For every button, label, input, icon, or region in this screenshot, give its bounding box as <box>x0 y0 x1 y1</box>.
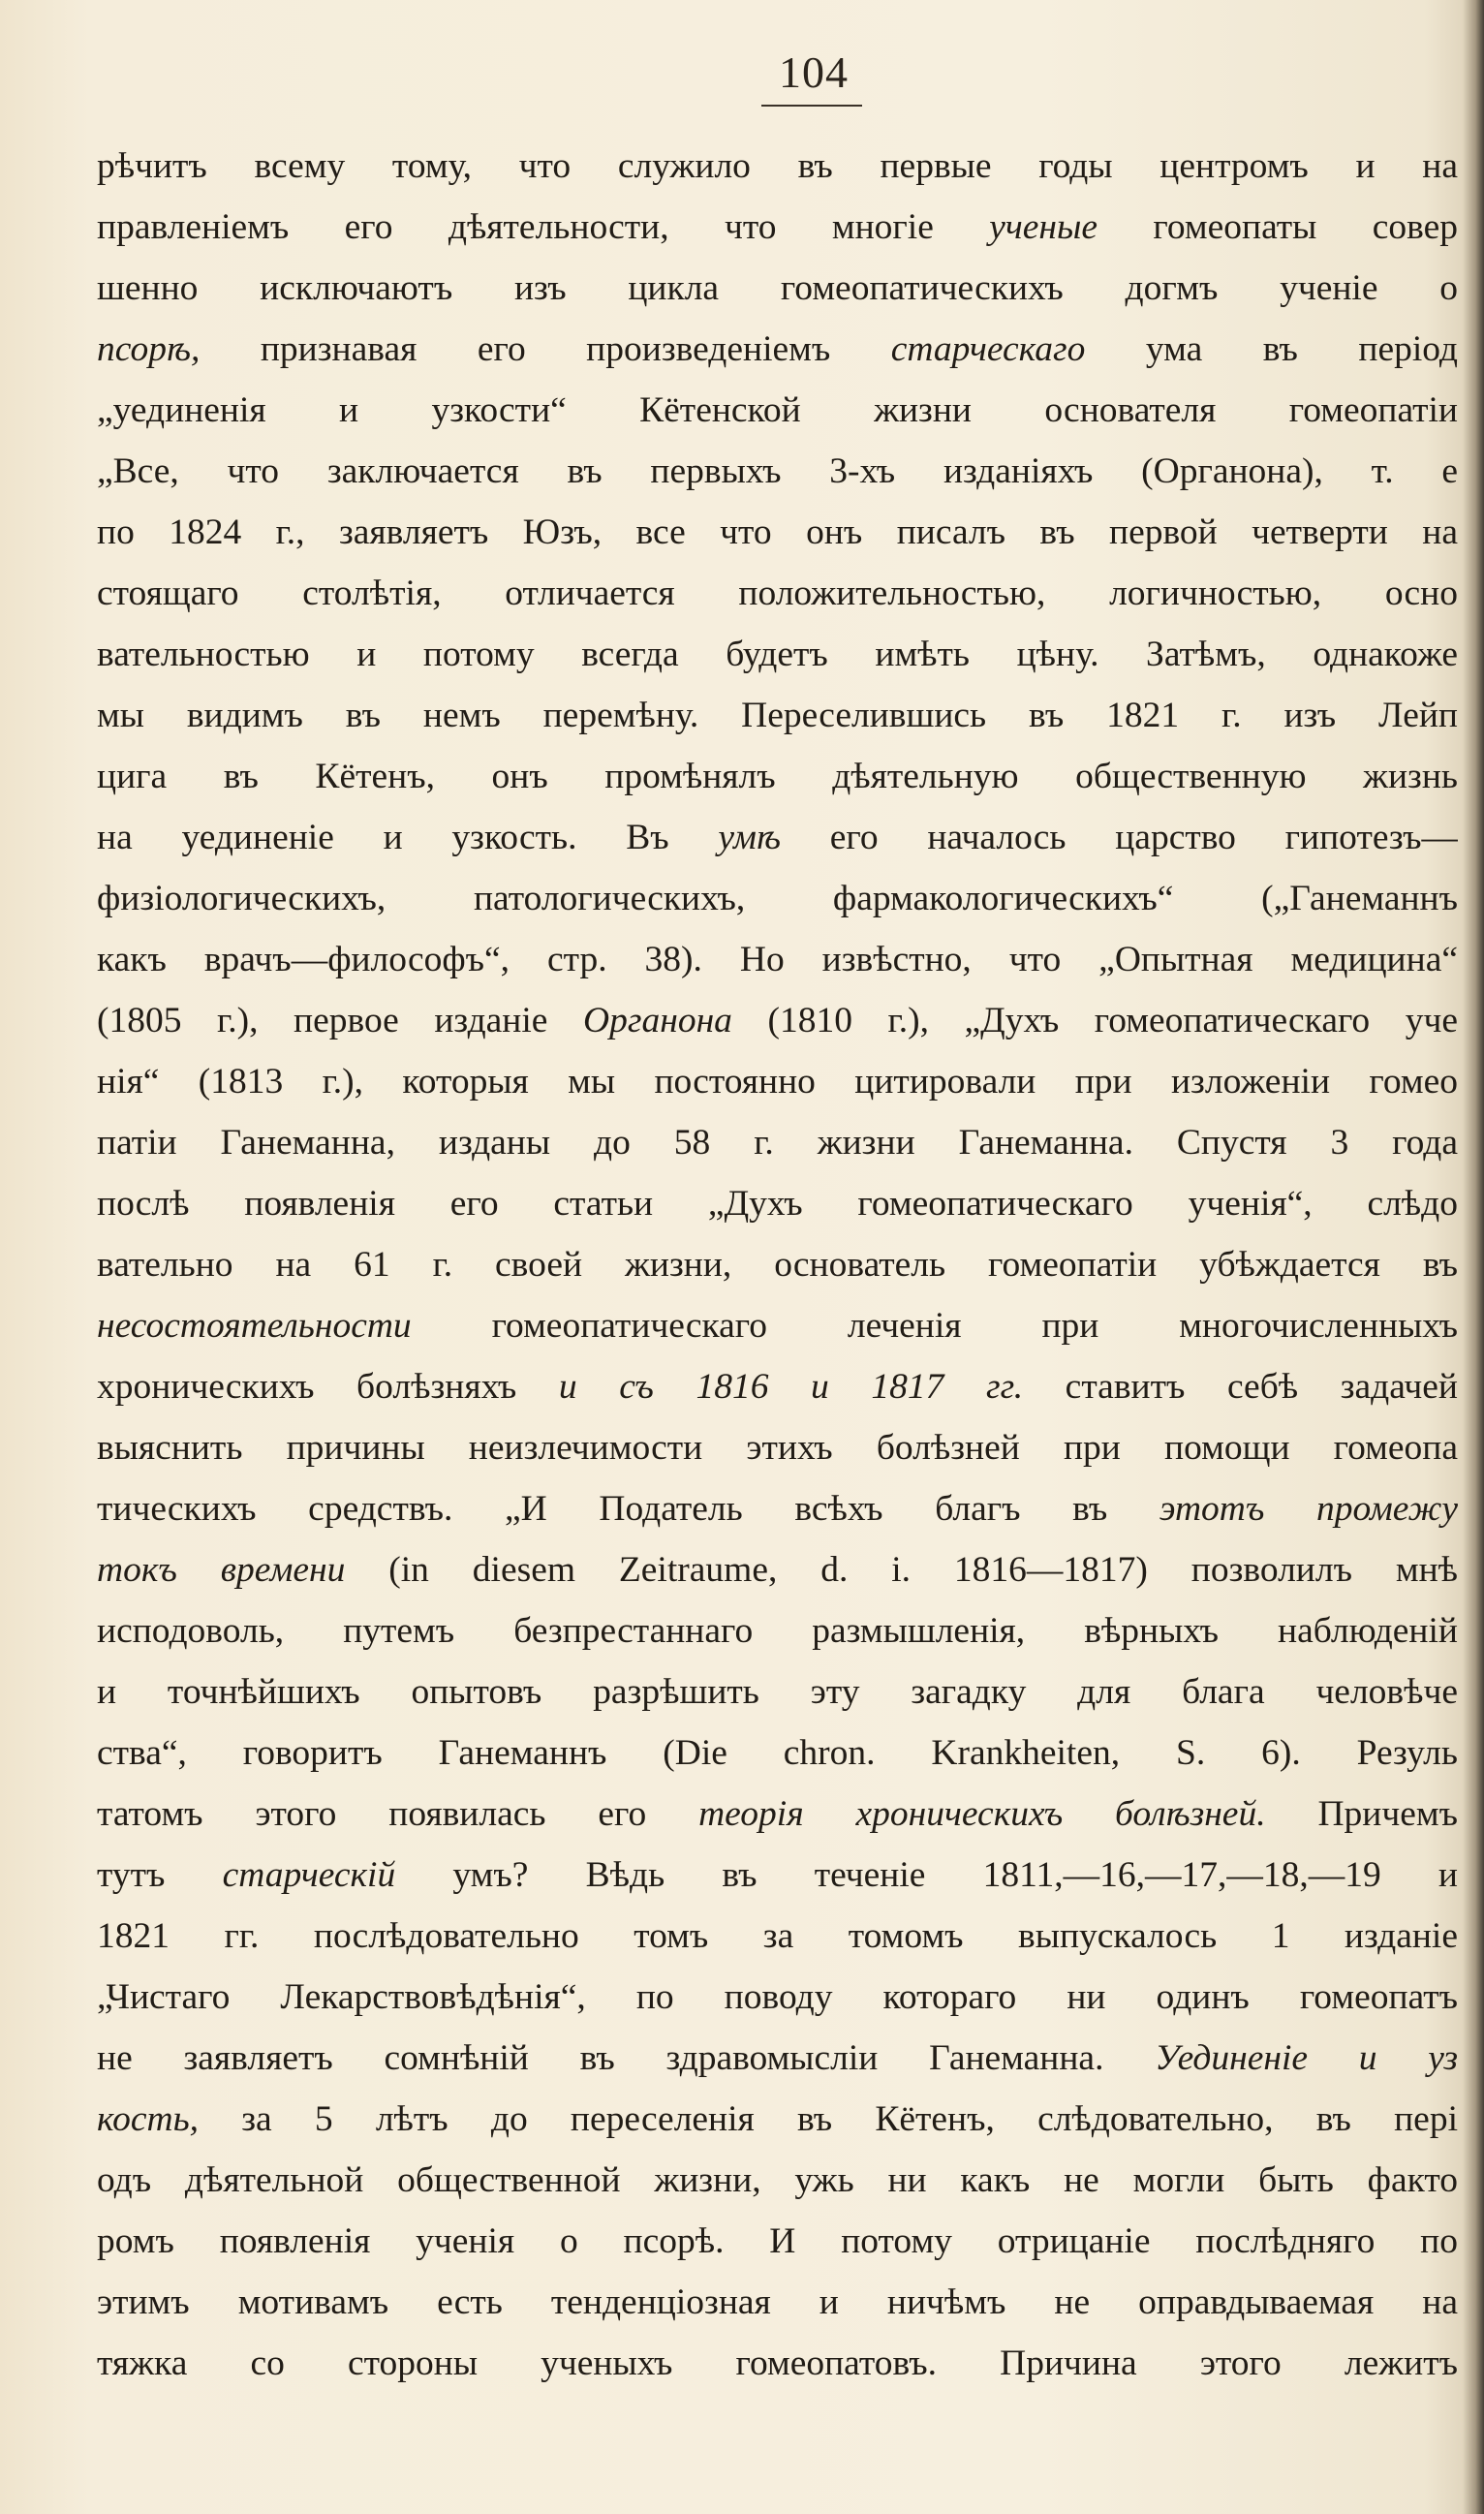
italic-text: Органона <box>583 1001 732 1040</box>
italic-text: старческаго <box>890 329 1086 369</box>
text-segment: мы видимъ въ немъ перемѣну. Переселившись въ 1821 г. изъ Лейп <box>97 696 1458 735</box>
binding-shadow <box>1463 0 1484 2514</box>
text-segment: его началось царство гипотезъ— <box>781 818 1458 857</box>
page-number: 104 <box>779 47 849 97</box>
text-line <box>97 380 1458 441</box>
italic-text: токъ времени <box>97 1550 346 1590</box>
text-segment: одъ дѣятельной общественной жизни, ужь ни какъ не могли быть факто <box>97 2160 1458 2200</box>
text-line <box>97 2089 1458 2150</box>
text-segment: нія“ (1813 г.), которыя мы постоянно цитировали при изложеніи гомео <box>97 1062 1458 1102</box>
text-segment: ства“, говоритъ Ганеманнъ (Die chron. Krankheiten, S. 6). Резуль <box>97 1733 1458 1773</box>
text-line <box>97 807 1458 868</box>
text-segment: не заявляетъ сомнѣній въ здравомысліи Ганеманна. <box>97 2038 1156 2078</box>
text-segment: по 1824 г., заявляетъ Юзъ, все что онъ писалъ въ первой четверти на <box>97 512 1458 552</box>
text-segment: послѣ появленія его статьи „Духъ гомеопатическаго ученія“, слѣдо <box>97 1184 1458 1224</box>
text-line <box>97 1723 1458 1784</box>
text-line <box>97 2272 1458 2333</box>
text-segment: правленіемъ его дѣятельности, что многіе <box>97 207 990 247</box>
italic-text: кость, <box>97 2099 200 2139</box>
text-line <box>97 1539 1458 1600</box>
text-segment: тическихъ средствъ. „И Податель всѣхъ благъ въ <box>97 1489 1159 1529</box>
text-line <box>97 2150 1458 2211</box>
text-segment: тяжка со стороны ученыхъ гомеопатовъ. Причина этого лежитъ <box>97 2343 1458 2383</box>
text-line <box>97 1234 1458 1295</box>
text-line <box>97 1417 1458 1478</box>
text-segment: (1805 г.), первое изданіе <box>97 1001 583 1040</box>
text-segment: и точнѣйшихъ опытовъ разрѣшить эту загадку для блага человѣче <box>97 1672 1458 1712</box>
page-number-rule <box>761 105 862 107</box>
text-line <box>97 685 1458 746</box>
text-segment: признавая его произведеніемъ <box>200 329 891 369</box>
text-segment: умъ? Вѣдь въ теченіе 1811,—16,—17,—18,—19 и <box>395 1855 1458 1895</box>
italic-text: псорѣ, <box>97 329 201 369</box>
text-segment: ромъ появленія ученія о псорѣ. И потому отрицаніе послѣдняго по <box>97 2221 1458 2261</box>
text-line <box>97 136 1458 197</box>
text-line <box>97 1173 1458 1234</box>
text-segment: хроническихъ болѣзняхъ <box>97 1367 559 1407</box>
text-segment: шенно исключаютъ изъ цикла гомеопатическихъ догмъ ученіе о <box>97 268 1458 308</box>
text-segment: вательно на 61 г. своей жизни, основатель гомеопатіи убѣждается въ <box>97 1245 1458 1285</box>
body-text <box>97 136 1458 2394</box>
text-segment: татомъ этого появилась его <box>97 1794 699 1834</box>
text-segment: цига въ Кётенъ, онъ промѣнялъ дѣятельную общественную жизнь <box>97 757 1458 796</box>
text-segment: какъ врачъ—философъ“, стр. 38). Но извѣстно, что „Опытная медицина“ <box>97 940 1458 979</box>
text-segment: ума въ період <box>1085 329 1458 369</box>
text-line <box>97 990 1458 1051</box>
text-segment: этимъ мотивамъ есть тенденціозная и ничѣмъ не оправдываемая на <box>97 2282 1458 2322</box>
italic-text: Уединеніе и уз <box>1155 2038 1458 2078</box>
text-segment: на уединеніе и узкость. Въ <box>97 818 719 857</box>
italic-text: теорія хроническихъ болѣзней. <box>698 1794 1266 1834</box>
text-line <box>97 2333 1458 2394</box>
text-segment: „Все, что заключается въ первыхъ 3-хъ изданіяхъ (Органона), т. е <box>97 451 1458 491</box>
text-line <box>97 624 1458 685</box>
text-line <box>97 929 1458 990</box>
text-line <box>97 1906 1458 1967</box>
text-segment: вательностью и потому всегда будетъ имѣть цѣну. Затѣмъ, однакоже <box>97 635 1458 674</box>
text-line <box>97 441 1458 502</box>
italic-text: несостоятельности <box>97 1306 412 1346</box>
text-segment: Причемъ <box>1265 1794 1458 1834</box>
text-segment: рѣчитъ всему тому, что служило въ первые годы центромъ и на <box>97 146 1458 186</box>
text-segment: ставитъ себѣ задачей <box>1023 1367 1458 1407</box>
text-segment: (1810 г.), „Духъ гомеопатическаго уче <box>731 1001 1458 1040</box>
text-line <box>97 319 1458 380</box>
text-segment: (in diesem Zeitraume, d. i. 1816—1817) позволилъ мнѣ <box>345 1550 1458 1590</box>
text-segment: тутъ <box>97 1855 223 1895</box>
text-line <box>97 563 1458 624</box>
text-line <box>97 1051 1458 1112</box>
text-line <box>97 868 1458 929</box>
italic-text: старческій <box>222 1855 396 1895</box>
text-segment: 1821 гг. послѣдовательно томъ за томомъ выпускалось 1 изданіе <box>97 1916 1458 1956</box>
text-segment: „уединенія и узкости“ Кётенской жизни основателя гомеопатіи <box>97 390 1458 430</box>
text-line <box>97 1295 1458 1356</box>
text-line <box>97 1600 1458 1661</box>
text-line <box>97 197 1458 258</box>
text-segment: за 5 лѣтъ до переселенія въ Кётенъ, слѣдовательно, въ пері <box>199 2099 1458 2139</box>
text-segment: гомеопаты совер <box>1098 207 1458 247</box>
text-segment: физіологическихъ, патологическихъ, фармакологическихъ“ („Ганеманнъ <box>97 879 1458 918</box>
italic-text: умѣ <box>718 818 781 857</box>
text-line <box>97 1845 1458 1906</box>
italic-text: и съ 1816 и 1817 гг. <box>558 1367 1024 1407</box>
text-segment: выяснить причины неизлечимости этихъ болѣзней при помощи гомеопа <box>97 1428 1458 1468</box>
text-line <box>97 502 1458 563</box>
text-segment: стоящаго столѣтія, отличается положительностью, логичностью, осно <box>97 574 1458 613</box>
text-segment: исподоволь, путемъ безпрестаннаго размышленія, вѣрныхъ наблюденій <box>97 1611 1458 1651</box>
text-segment: патіи Ганеманна, изданы до 58 г. жизни Ганеманна. Спустя 3 года <box>97 1123 1458 1163</box>
text-line <box>97 258 1458 319</box>
text-line <box>97 1112 1458 1173</box>
text-segment: гомеопатическаго леченія при многочисленныхъ <box>411 1306 1458 1346</box>
text-line <box>97 1784 1458 1845</box>
text-line <box>97 2028 1458 2089</box>
text-segment: „Чистаго Лекарствовѣдѣнія“, по поводу котораго ни одинъ гомеопатъ <box>97 1977 1458 2017</box>
text-line <box>97 1356 1458 1417</box>
text-line <box>97 1967 1458 2028</box>
text-line <box>97 1661 1458 1723</box>
text-line <box>97 2211 1458 2272</box>
italic-text: ученые <box>989 207 1098 247</box>
italic-text: этотъ промежу <box>1159 1489 1458 1529</box>
text-line <box>97 746 1458 807</box>
text-line <box>97 1478 1458 1539</box>
